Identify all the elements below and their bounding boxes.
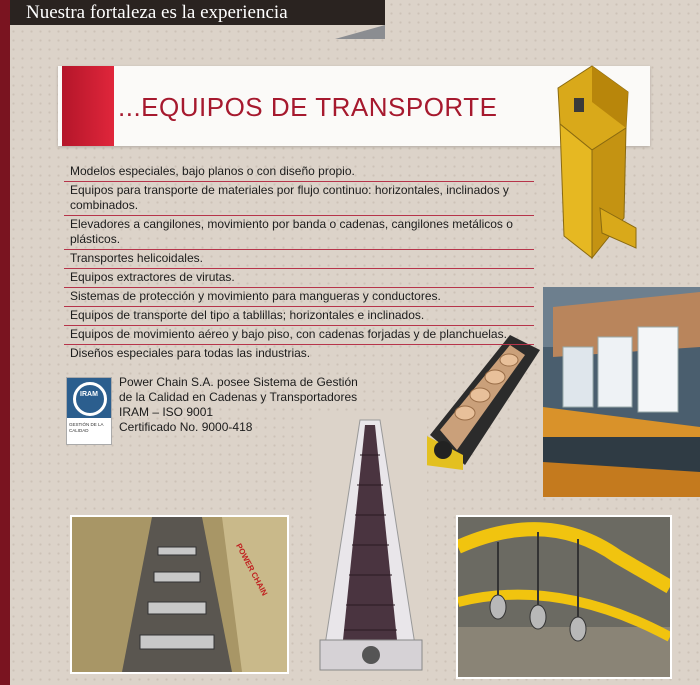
header-banner: Nuestra fortaleza es la experiencia [10,0,385,25]
cert-line: de la Calidad en Cadenas y Transportadores [119,390,358,404]
iram-logo-text: IRAM [80,391,98,398]
slat-conveyor-image [315,415,427,680]
chain-tunnel-photo [70,515,289,674]
iram-logo [66,377,112,445]
chain-tunnel-graphic [72,517,287,672]
left-accent-bar [0,0,10,685]
section-title: ...EQUIPOS DE TRANSPORTE [118,92,498,122]
cert-line: IRAM – ISO 9001 [119,405,214,419]
bucket-elevator-image [540,58,650,273]
feature-item: Sistemas de protección y movimiento para mangueras y conductores. [64,288,534,307]
feature-item: Elevadores a cangilones, movimiento por banda o cadenas, cangilones metálicos o plásticos. [64,216,534,250]
feature-item: Equipos para transporte de materiales por flujo continuo: horizontales, inclinados y combinados. [64,182,534,216]
iram-ring-icon [73,382,107,416]
overhead-rail-image [456,515,672,679]
cert-line: Power Chain S.A. posee Sistema de Gestión [119,375,358,389]
painting-line-image [543,287,700,497]
banner-fold [335,25,385,39]
feature-item: Transportes helicoidales. [64,250,534,269]
cert-line: Certificado No. 9000-418 [119,420,253,434]
feature-item: Diseños especiales para todas las industrias. [70,346,311,360]
feature-item: Modelos especiales, bajo planos o con diseño propio. [64,163,534,182]
feature-item: Equipos de movimiento aéreo y bajo piso, con cadenas forjadas y de planchuelas. [64,326,534,345]
iram-logo-caption: GESTIÓN DE LA CALIDAD [69,422,104,433]
feature-item: Equipos extractores de virutas. [64,269,534,288]
certification-text [119,375,358,435]
iram-logo-seal [67,378,111,418]
features-list [64,163,534,363]
power-chain-label: POWER CHAIN [234,542,270,598]
title-accent-block [62,66,114,146]
feature-item: Equipos de transporte del tipo a tablillas; horizontales e inclinados. [64,307,534,326]
